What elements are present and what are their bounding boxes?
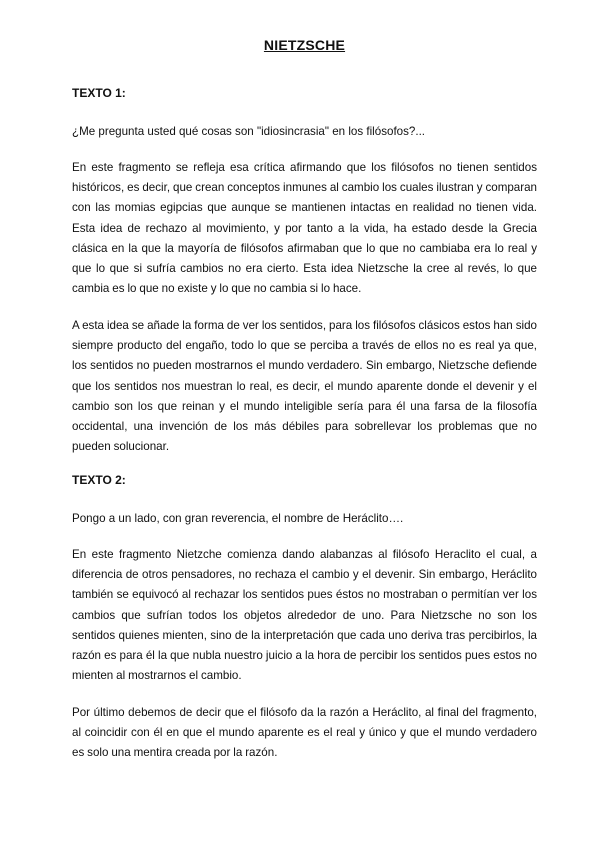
- section-1-quote: ¿Me pregunta usted qué cosas son "idiosincrasia" en los filósofos?...: [72, 125, 426, 138]
- section-2-quote: Pongo a un lado, con gran reverencia, el nombre de Heráclito….: [72, 512, 404, 525]
- section-1-heading: TEXTO 1:: [72, 86, 126, 100]
- section-2-heading: TEXTO 2:: [72, 473, 126, 487]
- section-2-paragraph-2: Por último debemos de decir que el filósofo da la razón a Heráclito, al final del fragmento, al coincidir con él en que el mundo aparente es el real y único y que el mundo verdadero es solo una mentira creada por la razón.: [72, 706, 537, 760]
- page-title: NIETZSCHE: [263, 37, 346, 53]
- section-1-paragraph-2: A esta idea se añade la forma de ver los sentidos, para los filósofos clásicos estos han sido siempre producto del engaño, todo lo que se perciba a través de ellos no es real ya que, los sentidos no pueden mostrarnos el mundo verdadero. Sin embargo, Nietzsche defiende que los sentidos nos muestran lo real, es decir, el mundo aparente donde el devenir y el cambio son los que reinan y el mundo inteligible sería para él una farsa de la filosofía occidental, una invención de los más débiles para sobrellevar los problemas que no pueden solucionar.: [72, 319, 537, 454]
- section-2-paragraph-1: En este fragmento Nietzche comienza dando alabanzas al filósofo Heraclito el cual, a diferencia de otros pensadores, no rechaza el cambio y el devenir. Sin embargo, Heráclito también se equivocó al rechazar los sentidos pues éstos no mostraban o permitían ver los cambios que sufrían todos los objetos alrededor de uno. Para Nietzsche no son los sentidos quienes mienten, sino de la interpretación que cada uno deriva tras percibirlos, la razón es para él la que nubla nuestro juicio a la hora de percibir los sentidos pues estos no mienten al mostrarnos el cambio.: [72, 548, 537, 683]
- section-1-paragraph-1: En este fragmento se refleja esa crítica afirmando que los filósofos no tienen sentidos históricos, es decir, que crean conceptos inmunes al cambio los cuales ilustran y comparan con las momias egipcias que aunque se mantienen intactas en realidad no tienen vida. Esta idea de rechazo al movimiento, y por tanto a la vida, ha estado desde la Grecia clásica en la que la mayoría de filósofos afirmaban que lo que no cambiaba era lo real y que lo que si sufría cambios no era cierto. Esta idea Nietzsche la cree al revés, lo que cambia es lo que no existe y lo que no cambia si lo hace.: [72, 161, 537, 296]
